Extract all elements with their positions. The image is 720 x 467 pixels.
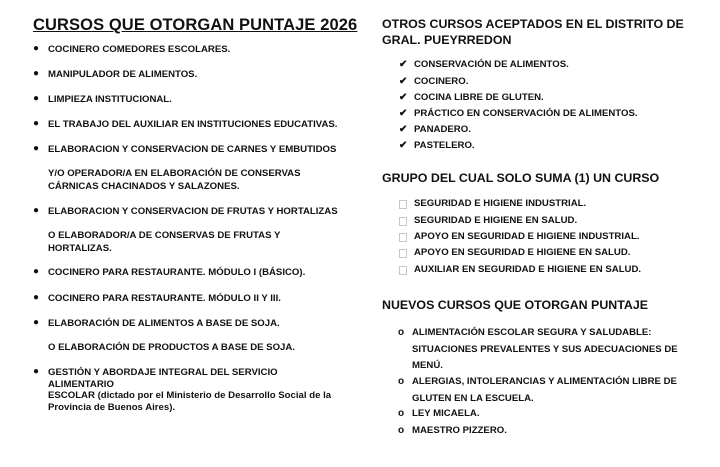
- checkbox-square-icon: [399, 266, 407, 275]
- page-title: CURSOS QUE OTORGAN PUNTAJE 2026: [33, 16, 358, 34]
- list-item-line: ESCOLAR (dictado por el Ministerio de Desarrollo Social de la: [48, 390, 332, 401]
- list-item-label: APOYO EN SEGURIDAD E HIGIENE INDUSTRIAL.: [414, 231, 640, 242]
- list-item-label: COCINERO PARA RESTAURANTE. MÓDULO II Y III.: [48, 293, 281, 304]
- section-title-one-course-group: GRUPO DEL CUAL SOLO SUMA (1) UN CURSO: [382, 171, 660, 185]
- list-item: [33, 43, 340, 57]
- bullet-icon: ●: [33, 205, 40, 216]
- list-item-label: COCINERO.: [414, 76, 469, 87]
- list-item-label: ELABORACIÓN DE ALIMENTOS A BASE DE SOJA.: [48, 318, 280, 329]
- bullet-icon: ●: [33, 317, 40, 328]
- list-item: [398, 374, 692, 407]
- list-sub-item: Y/O OPERADOR/A EN ELABORACIÓN DE CONSERVAS CÁRNICAS CHACINADOS Y SALAZONES.: [48, 168, 301, 192]
- list-item: [414, 247, 630, 259]
- list-item-label: CONSERVACIÓN DE ALIMENTOS.: [414, 59, 569, 70]
- list-item-label: EL TRABAJO DEL AUXILIAR EN INSTITUCIONES EDUCATIVAS.: [48, 119, 338, 130]
- list-item-label: LEY MICAELA.: [412, 408, 480, 419]
- list-item: [414, 231, 639, 243]
- list-item: [33, 366, 340, 413]
- list-item: [33, 93, 340, 107]
- bullet-icon: ●: [33, 366, 40, 377]
- list-item-label: LIMPIEZA INSTITUCIONAL.: [48, 94, 172, 105]
- list-item: [399, 59, 569, 71]
- list-item-label: AUXILIAR EN SEGURIDAD E HIGIENE EN SALUD.: [414, 264, 642, 275]
- list-item: [399, 140, 475, 152]
- bullet-icon: ●: [33, 43, 40, 54]
- list-item-label: MANIPULADOR DE ALIMENTOS.: [48, 69, 198, 80]
- list-item-line: ALIMENTARIO: [48, 378, 114, 390]
- bullet-icon: ●: [33, 292, 40, 303]
- list-item-label: SEGURIDAD E HIGIENE EN SALUD.: [414, 215, 578, 226]
- bullet-icon: ●: [33, 266, 40, 277]
- list-item: [398, 423, 692, 440]
- list-item: [33, 118, 340, 132]
- list-item: [33, 143, 340, 157]
- bullet-icon: ●: [33, 143, 40, 154]
- list-item: [398, 325, 692, 375]
- list-sub-item: O ELABORACIÓN DE PRODUCTOS A BASE DE SOJA.: [48, 342, 295, 353]
- list-item-label: MAESTRO PIZZERO.: [412, 425, 507, 436]
- list-item-label: ELABORACION Y CONSERVACION DE CARNES Y EMBUTIDOS: [48, 144, 337, 155]
- circle-bullet-icon: o: [398, 425, 405, 436]
- checkbox-square-icon: [399, 249, 407, 258]
- list-item: [399, 92, 544, 104]
- check-icon: ✔: [399, 140, 408, 151]
- check-icon: ✔: [399, 92, 408, 103]
- list-item: [414, 215, 577, 227]
- check-icon: ✔: [399, 124, 408, 135]
- section-title-new-courses: NUEVOS CURSOS QUE OTORGAN PUNTAJE: [382, 298, 648, 312]
- check-icon: ✔: [399, 76, 408, 87]
- check-icon: ✔: [399, 59, 408, 70]
- circle-bullet-icon: o: [398, 327, 405, 338]
- list-item-label: ALIMENTACIÓN ESCOLAR SEGURA Y SALUDABLE: SITUACIONES PREVALENTES Y SUS ADECUACIONES DE MENÚ.: [412, 327, 678, 371]
- list-item-label: SEGURIDAD E HIGIENE INDUSTRIAL.: [414, 198, 587, 209]
- list-item: [399, 76, 469, 88]
- list-item-label: ALERGIAS, INTOLERANCIAS Y ALIMENTACIÓN LIBRE DE GLUTEN EN LA ESCUELA.: [412, 376, 677, 404]
- checkbox-square-icon: [399, 217, 407, 226]
- list-item-label: PRÁCTICO EN CONSERVACIÓN DE ALIMENTOS.: [414, 108, 638, 119]
- checkbox-square-icon: [399, 233, 407, 242]
- check-icon: ✔: [399, 108, 408, 119]
- list-item-line: Provincia de Buenos Aires).: [48, 401, 176, 413]
- list-item: [414, 264, 641, 276]
- bullet-icon: ●: [33, 68, 40, 79]
- bullet-icon: ●: [33, 118, 40, 129]
- list-item-line: GESTIÓN Y ABORDAJE INTEGRAL DEL SERVICIO: [48, 367, 278, 378]
- circle-bullet-icon: o: [398, 408, 405, 419]
- list-item: [399, 108, 638, 120]
- list-item: [33, 317, 340, 331]
- list-item: [398, 406, 692, 423]
- list-item-label: APOYO EN SEGURIDAD E HIGIENE EN SALUD.: [414, 247, 631, 258]
- list-item-label: COCINA LIBRE DE GLUTEN.: [414, 92, 544, 103]
- list-item: [414, 198, 586, 210]
- list-sub-item: O ELABORADOR/A DE CONSERVAS DE FRUTAS Y HORTALIZAS.: [48, 230, 281, 254]
- checkbox-square-icon: [399, 200, 407, 209]
- circle-bullet-icon: o: [398, 376, 405, 387]
- list-item: [33, 266, 340, 280]
- list-item-label: PANADERO.: [414, 124, 471, 135]
- list-item-label: COCINERO COMEDORES ESCOLARES.: [48, 44, 231, 55]
- list-item-label: ELABORACION Y CONSERVACION DE FRUTAS Y HORTALIZAS: [48, 206, 338, 217]
- list-item-label: PASTELERO.: [414, 140, 475, 151]
- list-item: [33, 292, 340, 306]
- list-item-label: COCINERO PARA RESTAURANTE. MÓDULO I (BÁSICO).: [48, 267, 306, 278]
- section-title-other-courses: OTROS CURSOS ACEPTADOS EN EL DISTRITO DE GRAL. PUEYRREDON: [382, 17, 684, 47]
- list-item: [33, 68, 340, 82]
- bullet-icon: ●: [33, 93, 40, 104]
- list-item: [399, 124, 471, 136]
- list-item: [33, 205, 340, 219]
